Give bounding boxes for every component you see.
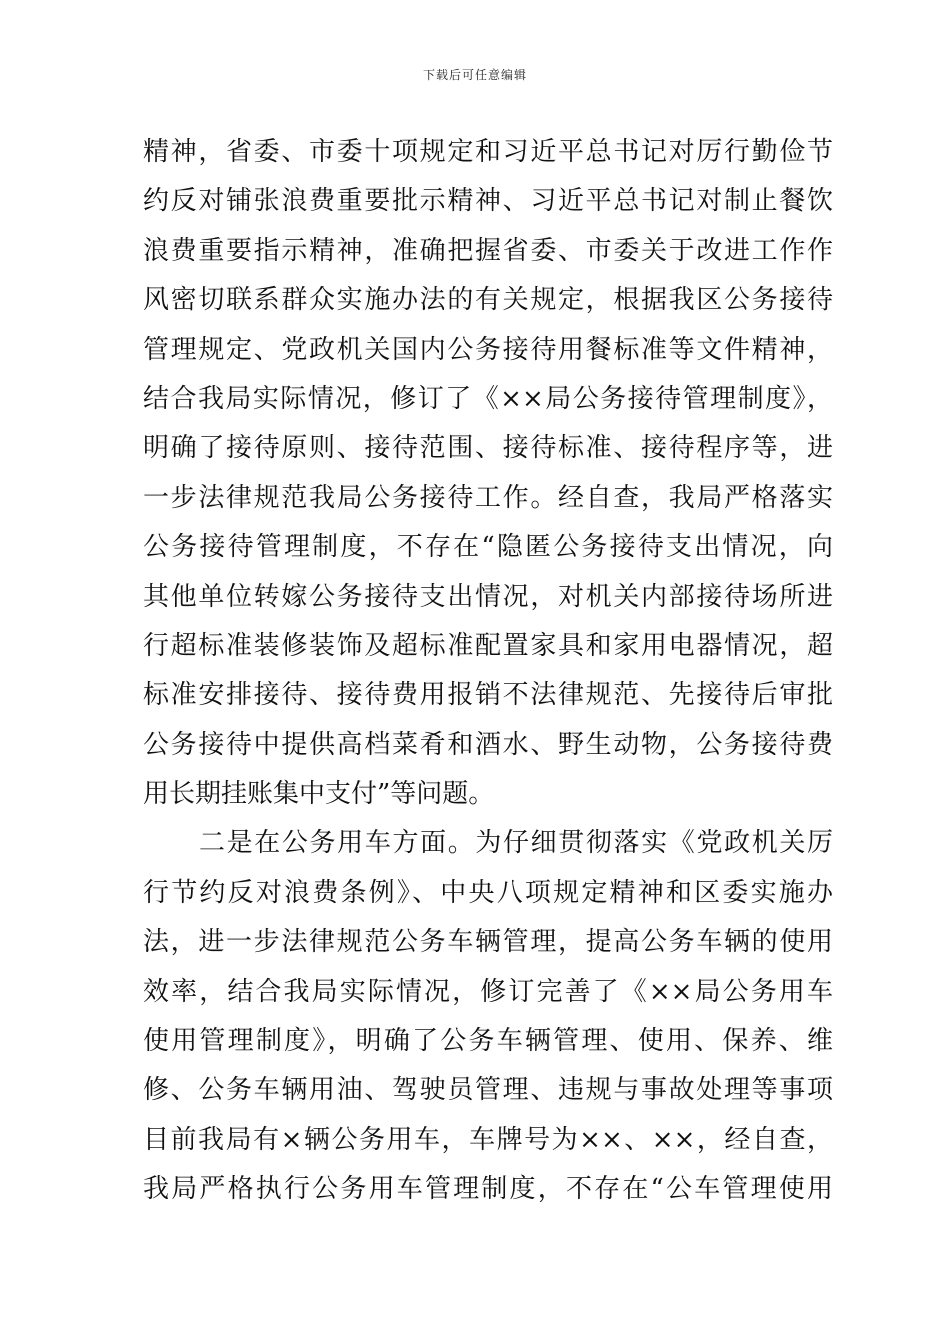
body-line: 精神，省委、市委十项规定和习近平总书记对厉行勤俭节	[143, 137, 833, 167]
body-line: 修、公务车辆用油、驾驶员管理、违规与事故处理等事项	[143, 1075, 833, 1106]
body-line: 明确了接待原则、接待范围、接待标准、接待程序等，进	[143, 433, 833, 464]
body-line: 其他单位转嫁公务接待支出情况，对机关内部接待场所进	[143, 581, 833, 612]
paragraph-start-line: 二是在公务用车方面。为仔细贯彻落实《党政机关厉	[199, 828, 833, 859]
body-line: 一步法律规范我局公务接待工作。经自查，我局严格落实	[143, 482, 833, 513]
body-line: 管理规定、党政机关国内公务接待用餐标准等文件精神，	[143, 334, 833, 365]
body-line: 我局严格执行公务用车管理制度，不存在“公车管理使用	[143, 1174, 833, 1205]
body-line: 公务接待管理制度，不存在“隐匿公务接待支出情况，向	[143, 532, 833, 563]
body-line: 公务接待中提供高档菜肴和酒水、野生动物，公务接待费	[143, 729, 833, 760]
body-line: 行超标准装修装饰及超标准配置家具和家用电器情况，超	[143, 630, 833, 661]
body-line: 法，进一步法律规范公务车辆管理，提高公务车辆的使用	[143, 927, 833, 958]
body-line: 风密切联系群众实施办法的有关规定，根据我区公务接待	[143, 285, 833, 316]
body-line: 效率，结合我局实际情况，修订完善了《××局公务用车	[143, 976, 833, 1007]
body-line: 目前我局有×辆公务用车，车牌号为××、××，经自查，	[143, 1124, 833, 1155]
body-line: 约反对铺张浪费重要批示精神、习近平总书记对制止餐饮	[143, 186, 833, 217]
paragraph-end-line: 用长期挂账集中支付”等问题。	[143, 779, 495, 810]
body-line: 浪费重要指示精神，准确把握省委、市委关于改进工作作	[143, 235, 833, 266]
document-body	[143, 128, 833, 1215]
body-line: 标准安排接待、接待费用报销不法律规范、先接待后审批	[143, 680, 833, 711]
body-line: 使用管理制度》，明确了公务车辆管理、使用、保养、维	[143, 1026, 833, 1057]
body-line: 结合我局实际情况，修订了《××局公务接待管理制度》，	[143, 383, 833, 414]
page-header: 下载后可任意编辑	[422, 68, 527, 82]
body-line: 行节约反对浪费条例》、中央八项规定精神和区委实施办	[143, 877, 833, 908]
